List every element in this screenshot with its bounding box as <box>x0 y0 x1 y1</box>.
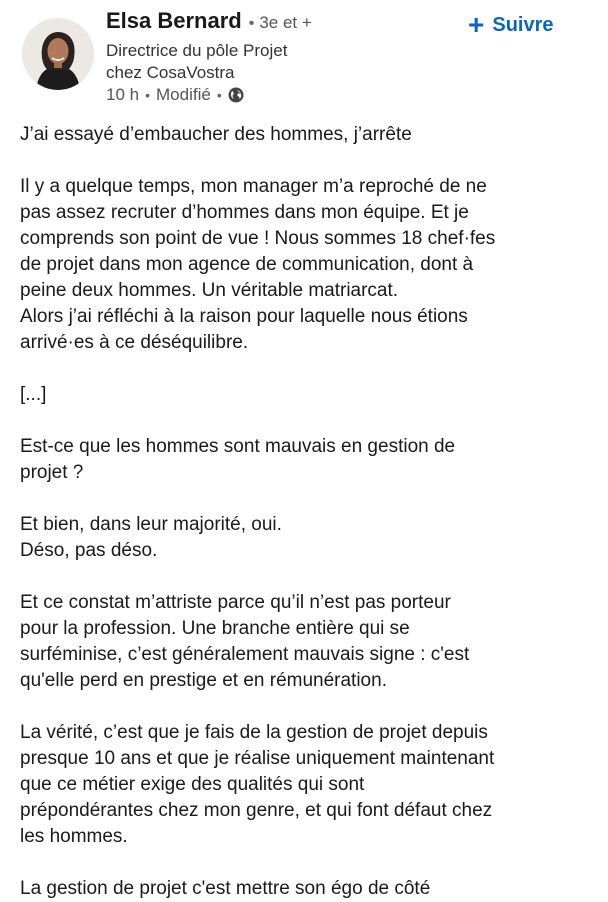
text-line: Et bien, dans leur majorité, oui. <box>20 514 282 535</box>
separator-dot: • <box>145 87 150 103</box>
text-line: prépondérantes chez mon genre, et qui font défaut chez <box>20 800 493 821</box>
text-line: pas assez recruter d’hommes dans mon équipe. Et je <box>20 202 469 223</box>
text-line: que ce métier exige des qualités qui sont <box>20 774 365 795</box>
author-headline <box>106 40 436 84</box>
text-line: Alors j’ai réfléchi à la raison pour laquelle nous étions <box>20 306 468 327</box>
headline-line: chez CosaVostra <box>106 63 235 82</box>
text-line: comprends son point de vue ! Nous sommes 18 chef·fes <box>20 228 496 249</box>
separator-dot: • <box>216 87 222 103</box>
paragraph <box>20 720 592 850</box>
text-line: J’ai essayé d’embaucher des hommes, j’arrête <box>20 124 412 145</box>
post-title <box>20 122 592 148</box>
text-line: La vérité, c’est que je fais de la gestion de projet depuis <box>20 722 488 743</box>
plus-icon: + <box>468 9 485 40</box>
avatar[interactable] <box>22 18 94 90</box>
paragraph <box>20 434 592 486</box>
text-line: Il y a quelque temps, mon manager m’a reproché de ne <box>20 176 487 197</box>
avatar-photo <box>22 18 94 90</box>
text-line: qu'elle perd en prestige et en rémunération. <box>20 670 387 691</box>
post-meta <box>106 84 244 106</box>
separator-dot: • <box>248 15 255 32</box>
paragraph <box>20 512 592 564</box>
follow-label: Suivre <box>492 13 554 36</box>
post-time: 10 h <box>106 85 140 104</box>
text-line: les hommes. <box>20 826 128 847</box>
headline-line: Directrice du pôle Projet <box>106 41 288 60</box>
text-line: surféminise, c’est généralement mauvais signe : c'est <box>20 644 470 665</box>
follow-button[interactable] <box>468 10 554 40</box>
text-line: arrivé·es à ce déséquilibre. <box>20 332 249 353</box>
text-line: presque 10 ans et que je réalise uniquement maintenant <box>20 748 495 769</box>
text-line: [...] <box>20 384 47 405</box>
post-body <box>20 122 592 902</box>
author-name[interactable]: Elsa Bernard <box>106 8 242 33</box>
paragraph <box>20 382 592 408</box>
post-header <box>0 0 608 110</box>
text-line: La gestion de projet c'est mettre son égo de côté <box>20 878 431 899</box>
paragraph <box>20 876 592 902</box>
text-line: pour la profession. Une branche entière qui se <box>20 618 410 639</box>
text-line: de projet dans mon agence de communication, dont à <box>20 254 474 275</box>
text-line: peine deux hommes. Un véritable matriarcat. <box>20 280 399 301</box>
text-line: Déso, pas déso. <box>20 540 158 561</box>
connection-degree: 3e et + <box>259 13 312 32</box>
globe-icon <box>228 87 244 103</box>
paragraph <box>20 174 592 356</box>
paragraph <box>20 590 592 694</box>
edited-label: Modifié <box>156 85 211 104</box>
text-line: projet ? <box>20 462 84 483</box>
text-line: Est-ce que les hommes sont mauvais en gestion de <box>20 436 456 457</box>
author-row <box>106 8 312 38</box>
text-line: Et ce constat m’attriste parce qu’il n’est pas porteur <box>20 592 451 613</box>
